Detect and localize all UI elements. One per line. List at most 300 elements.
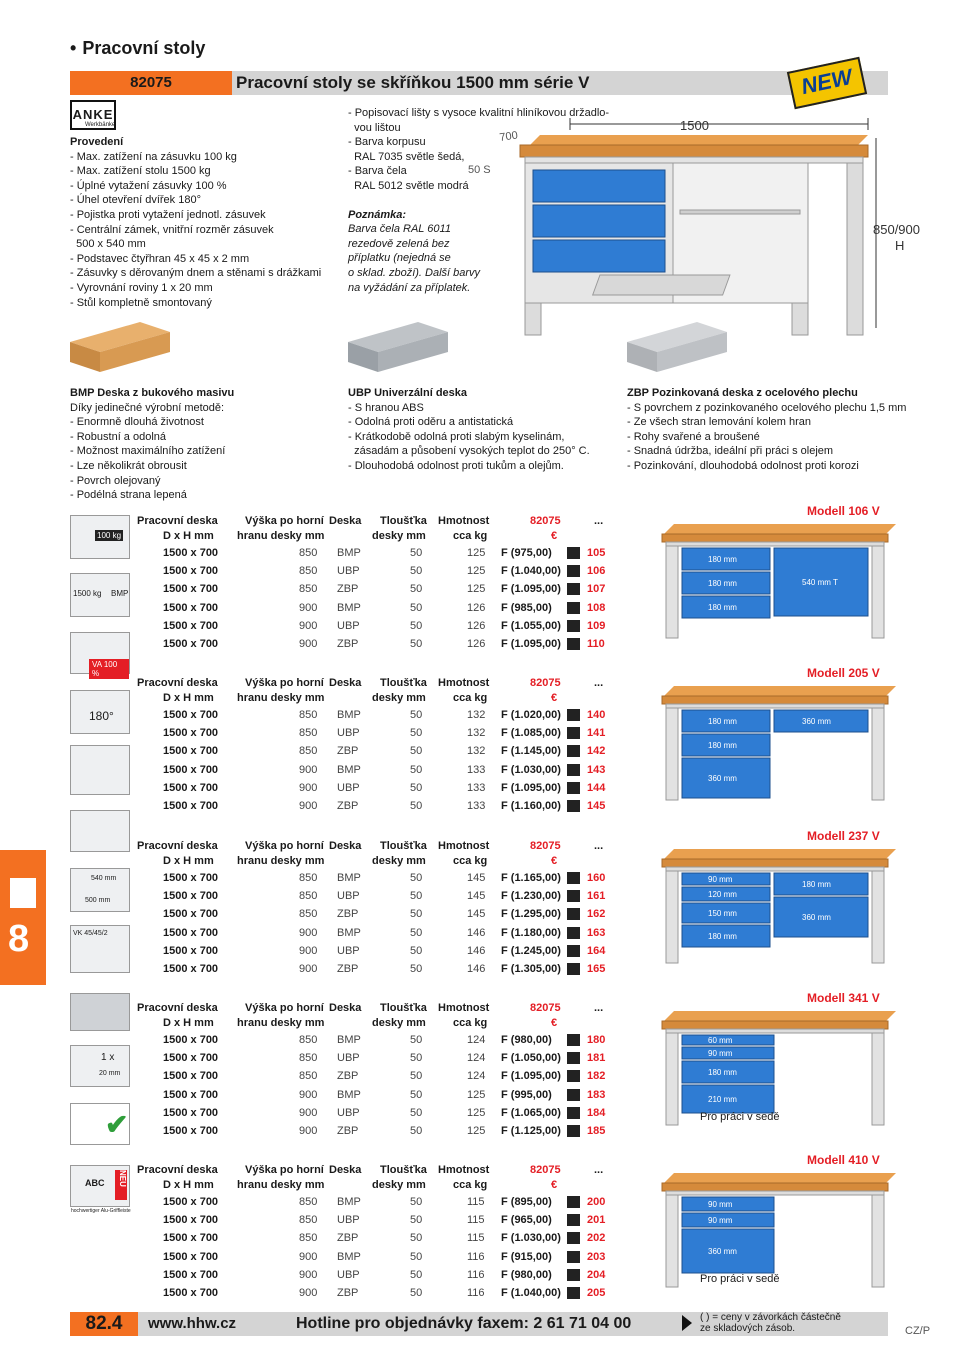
text-line: rezedově zelená bez	[348, 237, 450, 250]
column-header: €	[551, 1178, 558, 1191]
column-header: ...	[594, 1002, 604, 1014]
table-cell: ZBP	[337, 962, 359, 975]
table-cell: BMP	[337, 763, 361, 776]
article-number: 107	[587, 583, 606, 596]
column-header: ...	[594, 840, 604, 852]
text-line: - Dlouhodobá odolnost proti tukům a olejům.	[348, 459, 564, 472]
table-cell: F (1.055,00)	[501, 619, 561, 632]
table-row	[137, 869, 607, 887]
icon-label: 1 x	[101, 1052, 115, 1063]
table-cell: 125	[467, 547, 486, 559]
stock-icon	[567, 1034, 580, 1046]
table-cell: 50	[410, 781, 423, 794]
column-header: Pracovní deska	[137, 515, 218, 527]
table-cell: 1500 x 700	[163, 1052, 219, 1065]
column-header: Výška po horní	[245, 677, 324, 689]
table-cell: 50	[410, 1250, 423, 1263]
text-line: vou lištou	[348, 121, 401, 134]
table-row	[137, 544, 607, 562]
stock-icon	[567, 764, 580, 776]
table-cell: 1500 x 700	[163, 1106, 219, 1119]
text-line: na vyžádání za příplatek.	[348, 281, 471, 294]
website-link[interactable]: www.hhw.cz	[148, 1315, 237, 1332]
table-cell: 1500 x 700	[163, 908, 219, 921]
table-cell: 50	[410, 1268, 423, 1281]
table-cell: F (1.030,00)	[501, 1232, 561, 1245]
table-cell: 850	[299, 1070, 318, 1083]
column-header: Tloušťka	[380, 840, 427, 852]
column-header: Deska	[329, 515, 362, 527]
table-cell: 116	[467, 1286, 485, 1299]
new-badge: NEW	[787, 57, 867, 110]
table-cell: 1500 x 700	[163, 781, 219, 794]
title-bar	[70, 71, 888, 95]
plate-desc-zbp	[627, 386, 927, 474]
table-cell: 900	[299, 781, 318, 794]
column-header: Pracovní deska	[137, 840, 218, 852]
table-cell: 1500 x 700	[163, 583, 219, 596]
text-line: - Stůl kompletně smontovaný	[70, 296, 212, 309]
text-line: - Pojistka proti vytažení jednotl. zásuvek	[70, 208, 266, 221]
table-cell: F (1.050,00)	[501, 1052, 561, 1065]
text-line: - Podstavec čtyřhran 45 x 45 x 2 mm	[70, 252, 250, 265]
text-line: - Úplné vytažení zásuvky 100 %	[70, 179, 227, 192]
table-cell: 1500 x 700	[163, 799, 219, 812]
column-header: hranu desky mm	[237, 691, 325, 704]
text-line: - S hranou ABS	[348, 401, 424, 414]
table-cell: 50	[410, 1052, 423, 1065]
table-cell: 115	[467, 1214, 485, 1227]
table-row	[137, 1248, 607, 1266]
table-cell: 850	[299, 1214, 318, 1227]
table-cell: 1500 x 700	[163, 890, 219, 903]
table-row	[137, 1122, 607, 1140]
stock-icon	[567, 565, 580, 577]
article-number: 185	[587, 1124, 606, 1137]
text-line: - Úhel otevření dvířek 180°	[70, 194, 201, 207]
table-cell: 50	[410, 908, 423, 921]
column-header: hranu desky mm	[237, 1178, 325, 1191]
article-number: 164	[587, 944, 606, 957]
arrow-right-icon	[682, 1315, 692, 1331]
price-table	[137, 1001, 607, 1140]
text-line: - Barva korpusu	[348, 136, 426, 149]
table-cell: 1500 x 700	[163, 601, 219, 614]
icon-label: 500 mm	[85, 897, 111, 904]
table-cell: F (1.030,00)	[501, 763, 561, 776]
table-header	[137, 839, 607, 869]
table-cell: 146	[467, 926, 486, 939]
table-row	[137, 562, 607, 580]
column-header: desky mm	[372, 691, 426, 704]
bench-model-illustration	[660, 520, 900, 645]
table-cell: 850	[299, 1232, 318, 1245]
table-cell: ZBP	[337, 1124, 359, 1137]
table-row	[137, 797, 607, 815]
article-number: 181	[587, 1052, 606, 1065]
table-cell: UBP	[337, 944, 360, 957]
assembled-check-icon: ✔	[70, 1103, 130, 1145]
table-cell: 125	[467, 565, 486, 578]
section-tab	[0, 850, 46, 985]
table-cell: 1500 x 700	[163, 872, 219, 884]
stock-icon	[567, 1232, 580, 1244]
table-cell: F (895,00)	[501, 1196, 552, 1208]
stock-icon	[567, 890, 580, 902]
table-cell: F (1.095,00)	[501, 1070, 561, 1083]
column-header: Deska	[329, 840, 362, 852]
zbp-plate-image	[627, 322, 727, 372]
table-row	[137, 1067, 607, 1085]
table-cell: 133	[467, 763, 486, 776]
text-line: - Pozinkování, dlouhodobá odolnost proti korozi	[627, 459, 859, 472]
table-cell: F (1.245,00)	[501, 944, 561, 957]
table-cell: 900	[299, 1124, 318, 1137]
table-cell: F (1.160,00)	[501, 799, 561, 812]
table-cell: ZBP	[337, 745, 359, 758]
table-cell: 50	[410, 872, 423, 884]
drawer-size-label: 150 mm	[708, 909, 737, 918]
column-header: Deska	[329, 1002, 362, 1014]
table-cell: 50	[410, 1196, 423, 1208]
table-cell: 50	[410, 1088, 423, 1101]
stock-icon	[567, 927, 580, 939]
article-number: 163	[587, 926, 606, 939]
table-cell: F (1.020,00)	[501, 709, 561, 721]
article-number: 160	[587, 872, 606, 884]
plate-lines	[348, 401, 618, 474]
model-label: Modell 106 V	[807, 504, 880, 518]
model-label: Modell 237 V	[807, 829, 880, 843]
table-cell: 1500 x 700	[163, 1214, 219, 1227]
table-cell: 50	[410, 1124, 423, 1137]
table-cell: 133	[467, 781, 486, 794]
price-table	[137, 839, 607, 978]
plate-title: BMP Deska z bukového masivu	[70, 387, 235, 399]
table-cell: BMP	[337, 601, 361, 614]
table-cell: 900	[299, 1286, 318, 1299]
table-cell: F (1.180,00)	[501, 926, 561, 939]
column-header: cca kg	[453, 854, 488, 867]
table-cell: 115	[467, 1196, 485, 1208]
table-cell: 850	[299, 565, 318, 578]
section-title: • Pracovní stoly	[70, 38, 205, 59]
article-number: 110	[587, 637, 605, 650]
table-cell: 900	[299, 1250, 318, 1263]
model-label: Modell 205 V	[807, 666, 880, 680]
text-line: - Popisovací lišty s vysoce kvalitní hliníkovou držadlo-	[348, 107, 610, 119]
spec-lines	[70, 150, 340, 311]
table-cell: 1500 x 700	[163, 619, 219, 632]
model-label: Modell 410 V	[807, 1153, 880, 1167]
table-cell: 125	[467, 1106, 486, 1119]
article-number: 144	[587, 781, 606, 794]
table-cell: 50	[410, 547, 423, 559]
table-cell: 1500 x 700	[163, 1250, 219, 1263]
table-row	[137, 1104, 607, 1122]
table-cell: 50	[410, 1286, 423, 1299]
stock-icon	[567, 908, 580, 920]
table-cell: F (1.125,00)	[501, 1124, 561, 1137]
table-cell: F (985,00)	[501, 601, 552, 614]
text-line: - Barva čela	[348, 165, 407, 178]
column-header: hranu desky mm	[237, 854, 325, 867]
table-row	[137, 1049, 607, 1067]
table-cell: UBP	[337, 1214, 360, 1227]
table-cell: 850	[299, 745, 318, 758]
table-cell: 900	[299, 1106, 318, 1119]
column-header: €	[551, 691, 558, 704]
stock-icon	[567, 945, 580, 957]
table-cell: 1500 x 700	[163, 1088, 219, 1101]
column-header: D x H mm	[163, 529, 214, 542]
text-line: - Enormně dlouhá životnost	[70, 416, 204, 429]
drawer-size-label: 90 mm	[708, 875, 733, 884]
stock-icon	[567, 709, 580, 721]
table-cell: 1500 x 700	[163, 1034, 219, 1046]
bench-model-illustration	[660, 1007, 900, 1132]
column-header: hranu desky mm	[237, 529, 325, 542]
drawer-size-label: 540 mm T	[802, 578, 838, 587]
column-header: Hmotnost	[438, 1002, 490, 1014]
table-cell: F (995,00)	[501, 1088, 552, 1101]
icon-label: NEU	[115, 1170, 127, 1200]
stock-icon	[567, 782, 580, 794]
icon-label: 100 kg	[97, 531, 122, 540]
table-header	[137, 1163, 607, 1193]
bmp-plate-image	[70, 322, 170, 372]
brand-sub: Werkbänke	[85, 122, 116, 128]
table-cell: 50	[410, 619, 423, 632]
drawer-size-label: 180 mm	[802, 880, 831, 889]
table-cell: 850	[299, 1196, 318, 1208]
footer-note-1: ( ) = ceny v závorkách částečně	[700, 1312, 841, 1323]
table-row	[137, 742, 607, 760]
page-number: 82.4	[70, 1312, 138, 1336]
table-cell: 900	[299, 637, 318, 650]
stock-icon	[567, 745, 580, 757]
column-header: 82075	[530, 515, 561, 527]
column-header: Tloušťka	[380, 515, 427, 527]
article-number: 109	[587, 619, 606, 632]
drawer-size-label: 120 mm	[708, 890, 737, 899]
table-cell: 50	[410, 926, 423, 939]
table-cell: 900	[299, 619, 318, 632]
table-cell: 850	[299, 727, 318, 740]
main-bench-drawing	[468, 110, 950, 345]
article-number: 203	[587, 1250, 606, 1263]
table-cell: 50	[410, 709, 423, 721]
table-row	[137, 617, 607, 635]
column-header: €	[551, 854, 558, 867]
text-line: zásadám a působení vysokých teplot do 250° C.	[348, 445, 590, 458]
table-cell: 50	[410, 565, 423, 578]
icon-label: 1500 kg	[73, 589, 102, 598]
article-number: 202	[587, 1232, 606, 1245]
table-header	[137, 676, 607, 706]
column-header: Tloušťka	[380, 677, 427, 689]
table-cell: 125	[467, 1088, 486, 1101]
column-header: Deska	[329, 677, 362, 689]
table-row	[137, 761, 607, 779]
table-cell: F (980,00)	[501, 1034, 552, 1046]
table-cell: F (1.095,00)	[501, 583, 561, 596]
text-line: - Snadná údržba, ideální při práci s olejem	[627, 445, 834, 458]
table-cell: UBP	[337, 781, 360, 794]
plate-desc-bmp	[70, 386, 340, 503]
table-cell: 850	[299, 1034, 318, 1046]
table-cell: 900	[299, 799, 318, 812]
table-cell: ZBP	[337, 1232, 359, 1245]
drawer-size-label: 180 mm	[708, 1068, 737, 1077]
icon-label: 540 mm	[91, 875, 117, 882]
catalog-code: 82075	[70, 71, 232, 95]
bench-model-illustration	[660, 1169, 900, 1294]
table-cell: BMP	[337, 1196, 361, 1208]
footer-note-2: ze skladových zásob.	[700, 1323, 796, 1334]
table-cell: BMP	[337, 709, 361, 721]
table-cell: 850	[299, 583, 318, 596]
column-header: ...	[594, 515, 604, 527]
article-number: 143	[587, 763, 606, 776]
table-cell: 1500 x 700	[163, 727, 219, 740]
section-tab-number: 8	[8, 918, 30, 960]
table-cell: 126	[467, 601, 486, 614]
stock-icon	[567, 620, 580, 632]
article-number: 183	[587, 1088, 606, 1101]
table-cell: 146	[467, 962, 486, 975]
table-row	[137, 1229, 607, 1247]
table-cell: F (1.145,00)	[501, 745, 561, 758]
table-cell: F (1.085,00)	[501, 727, 561, 740]
table-cell: F (965,00)	[501, 1214, 552, 1227]
table-cell: 900	[299, 763, 318, 776]
table-cell: 900	[299, 926, 318, 939]
table-cell: 125	[467, 583, 486, 596]
column-header: desky mm	[372, 854, 426, 867]
text-line: 500 x 540 mm	[70, 238, 146, 251]
table-cell: ZBP	[337, 908, 359, 921]
table-cell: 850	[299, 872, 318, 884]
footer-note	[700, 1312, 841, 1334]
table-row	[137, 635, 607, 653]
icon-label: VA 100 %	[89, 659, 129, 679]
table-cell: 1500 x 700	[163, 1124, 219, 1137]
table-cell: 115	[467, 1232, 485, 1245]
product-title: Pracovní stoly se skříňkou 1500 mm série V	[236, 73, 590, 92]
article-number: 205	[587, 1286, 606, 1299]
model-note: Pro práci v sedě	[700, 1111, 780, 1123]
column-header: ...	[594, 1164, 604, 1176]
table-cell: F (1.040,00)	[501, 1286, 561, 1299]
table-cell: 50	[410, 637, 423, 650]
stock-icon	[567, 727, 580, 739]
text-line: - Zásuvky s děrovaným dnem a stěnami s drážkami	[70, 267, 322, 280]
table-cell: 900	[299, 962, 318, 975]
column-header: Pracovní deska	[137, 1002, 218, 1014]
stock-icon	[567, 547, 580, 559]
table-cell: 124	[467, 1034, 486, 1046]
column-header: 82075	[530, 677, 561, 689]
text-line: o sklad. zboží). Další barvy	[348, 266, 481, 279]
drawer-size-label: 180 mm	[708, 932, 737, 941]
lock-icon	[70, 745, 130, 795]
article-number: 204	[587, 1268, 606, 1281]
table-cell: 126	[467, 619, 486, 632]
table-cell: 1500 x 700	[163, 944, 219, 957]
table-cell: 1500 x 700	[163, 962, 219, 975]
table-cell: ZBP	[337, 637, 359, 650]
table-cell: 145	[467, 890, 486, 903]
table-row	[137, 580, 607, 598]
table-cell: 850	[299, 890, 318, 903]
dim-width: 1500	[680, 118, 709, 133]
stock-icon	[567, 583, 580, 595]
table-cell: 850	[299, 908, 318, 921]
table-cell: 132	[467, 745, 486, 758]
table-cell: 116	[467, 1250, 485, 1263]
table-row	[137, 706, 607, 724]
table-cell: 900	[299, 601, 318, 614]
table-cell: 850	[299, 709, 318, 721]
table-row	[137, 924, 607, 942]
table-cell: UBP	[337, 1268, 360, 1281]
text-line: - Odolná proti oděru a antistatická	[348, 416, 514, 429]
table-cell: F (1.305,00)	[501, 962, 561, 975]
column-header: Tloušťka	[380, 1002, 427, 1014]
table-row	[137, 724, 607, 742]
table-cell: 1500 x 700	[163, 709, 219, 721]
drawer-size-label: 180 mm	[708, 579, 737, 588]
table-row	[137, 887, 607, 905]
table-cell: 132	[467, 727, 486, 740]
drawer-size-label: 60 mm	[708, 1036, 733, 1045]
table-cell: BMP	[337, 547, 361, 559]
column-header: D x H mm	[163, 1178, 214, 1191]
table-cell: 900	[299, 1268, 318, 1281]
table-row	[137, 1193, 607, 1211]
table-cell: 50	[410, 745, 423, 758]
column-header: Výška po horní	[245, 1002, 324, 1014]
drawer-size-label: 180 mm	[708, 741, 737, 750]
brand-logo-text: ANKE	[72, 107, 114, 122]
stock-icon	[567, 1287, 580, 1299]
article-number: 105	[587, 547, 606, 559]
drawer-size-label: 90 mm	[708, 1216, 733, 1225]
table-cell: UBP	[337, 890, 360, 903]
article-number: 200	[587, 1196, 606, 1208]
note-heading: Poznámka:	[348, 208, 407, 221]
full-extension-icon	[70, 632, 130, 678]
article-number: 182	[587, 1070, 606, 1083]
table-cell: 50	[410, 583, 423, 596]
table-row	[137, 905, 607, 923]
stock-icon	[567, 602, 580, 614]
plate-desc-ubp	[348, 386, 618, 474]
article-number: 141	[587, 727, 606, 740]
column-header: cca kg	[453, 1178, 488, 1191]
table-cell: 900	[299, 1088, 318, 1101]
table-cell: ZBP	[337, 1070, 359, 1083]
column-header: D x H mm	[163, 854, 214, 867]
icon-label: 20 mm	[99, 1070, 121, 1077]
table-cell: BMP	[337, 1034, 361, 1046]
spec-heading: Provedení	[70, 136, 124, 148]
icon-label: ABC	[85, 1178, 105, 1188]
text-line: - Centrální zámek, vnitřní rozměr zásuvek	[70, 223, 274, 236]
column-header: Tloušťka	[380, 1164, 427, 1176]
table-row	[137, 1031, 607, 1049]
